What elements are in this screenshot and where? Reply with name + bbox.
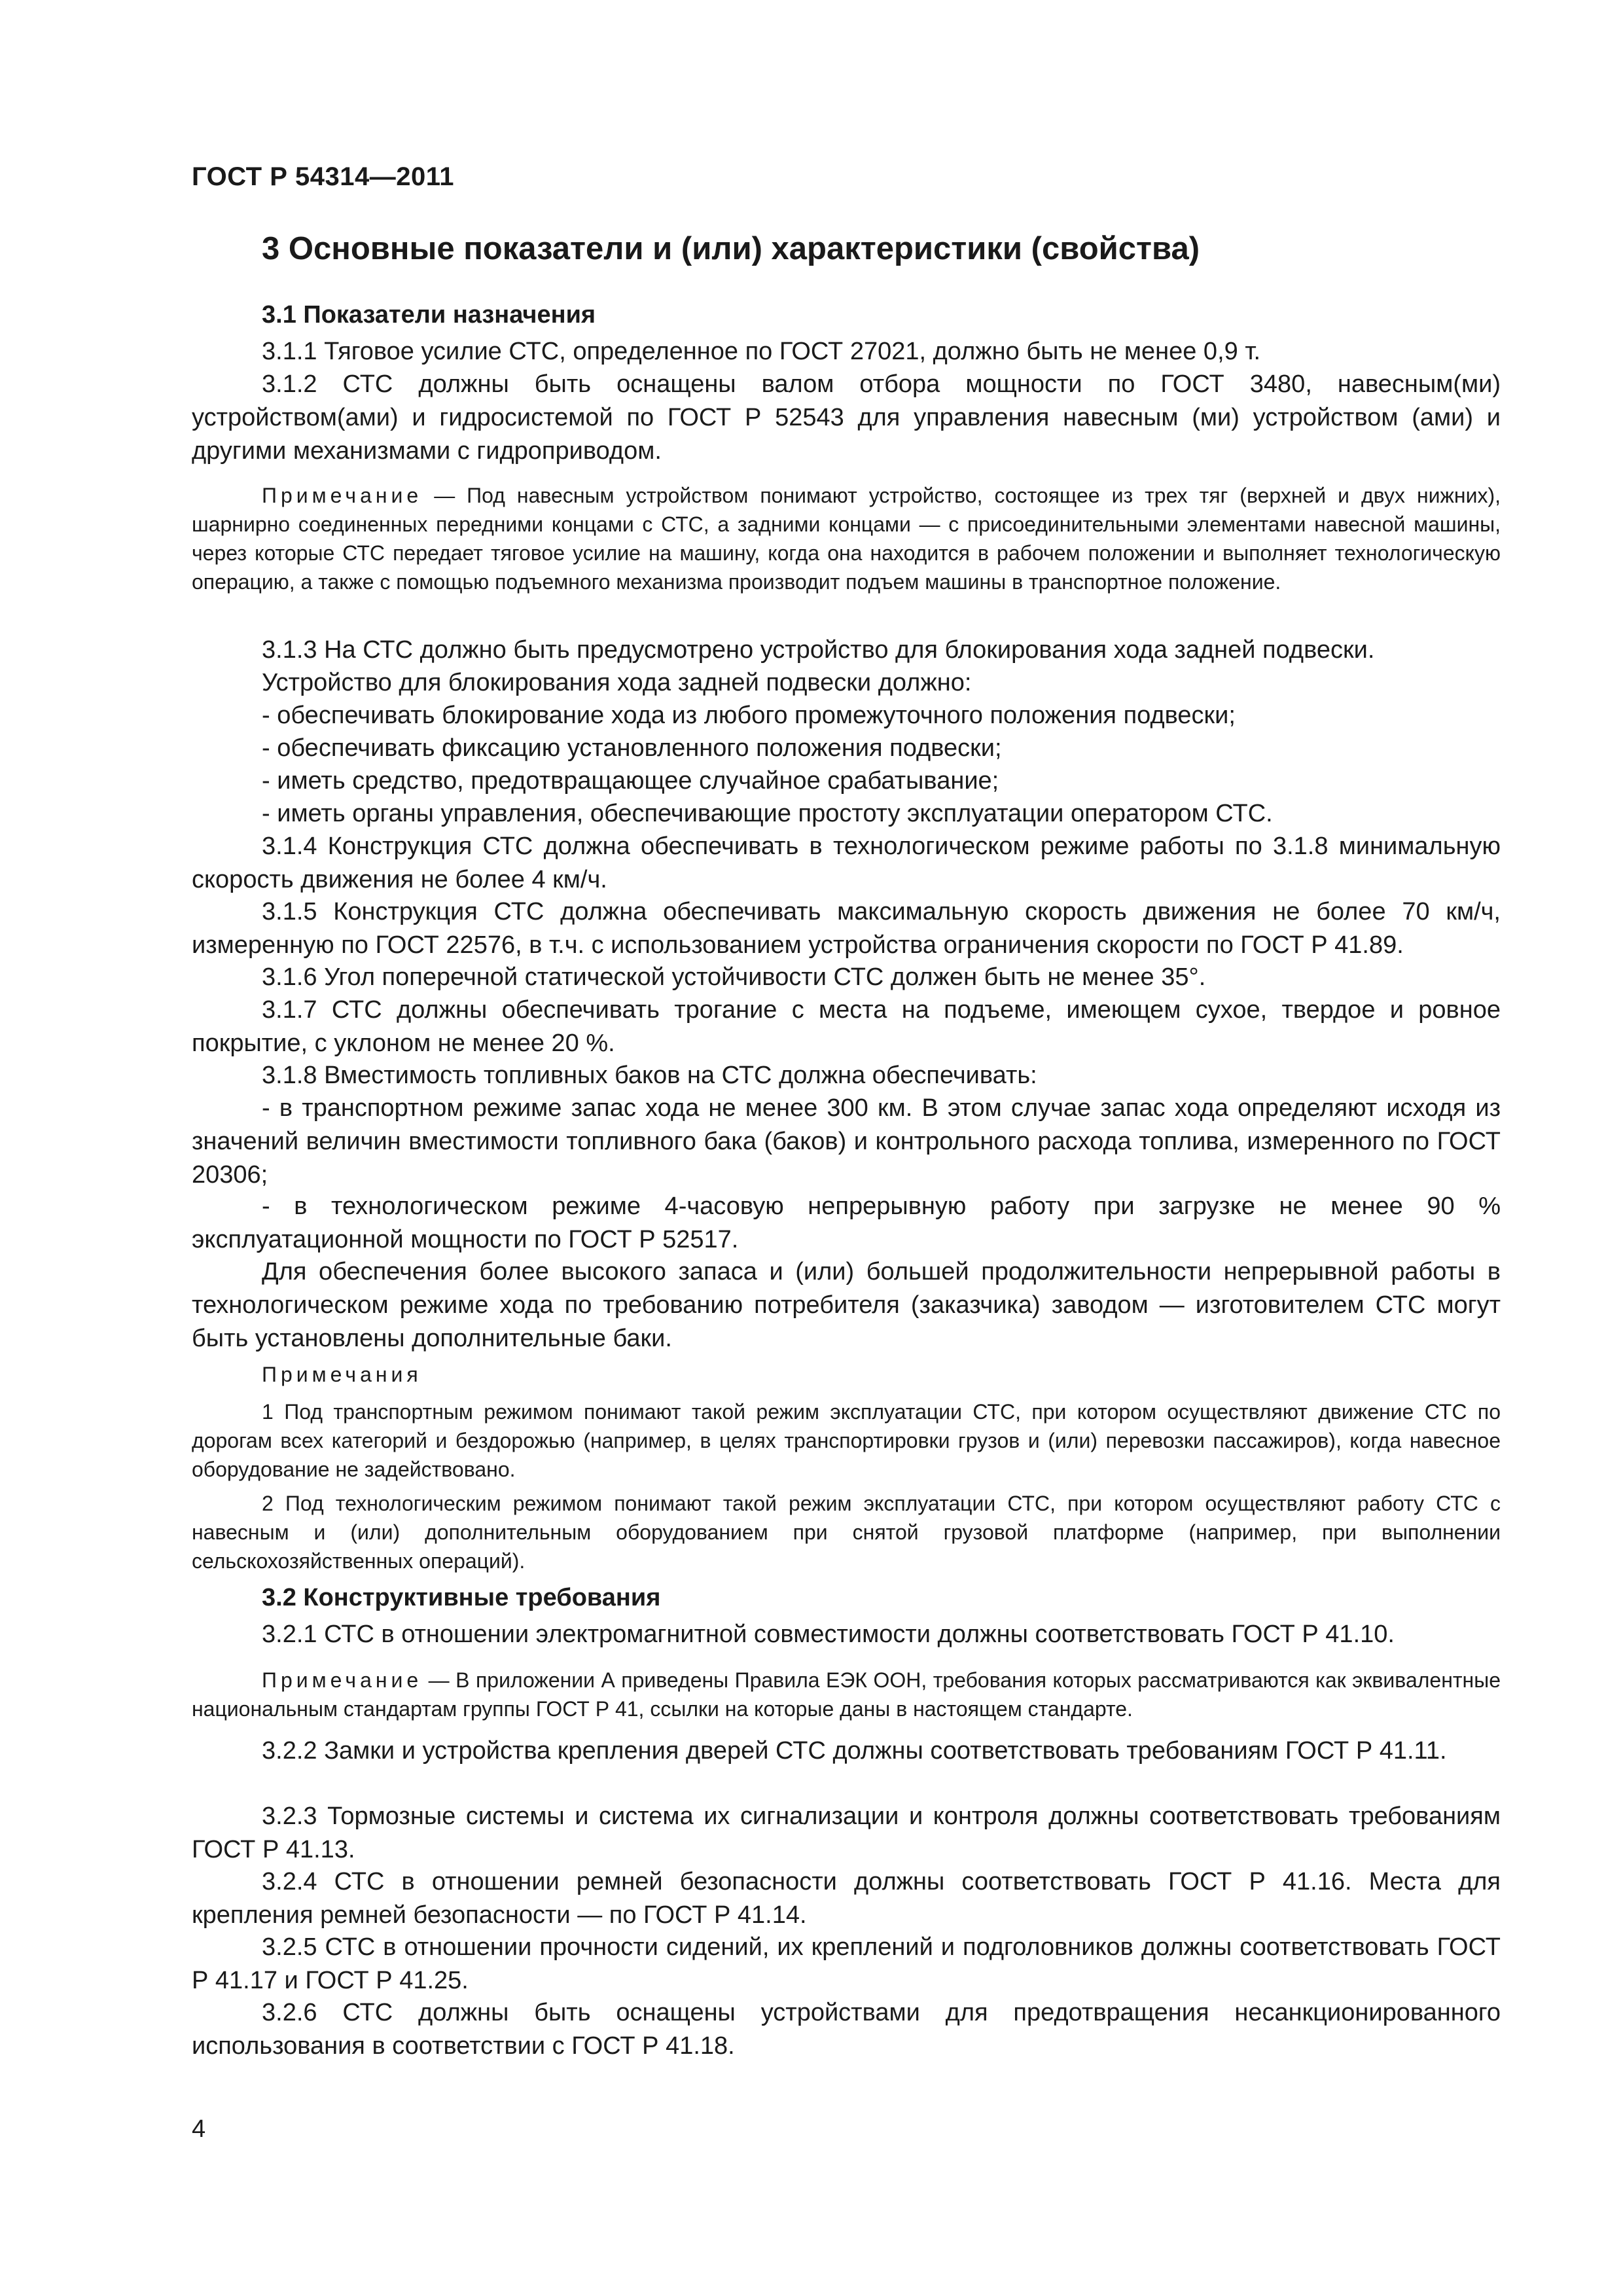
paragraph-3-1-2: 3.1.2 СТС должны быть оснащены валом отбора мощности по ГОСТ 3480, навесным(ми) устройством(ами) и гидросистемой по ГОСТ Р 52543 для управления навесным (ми) устройством (ами) и другими механизмами с гидроприводом.: [192, 370, 1501, 465]
list-item: - обеспечивать фиксацию установленного положения подвески;: [262, 734, 1002, 762]
paragraph-3-1-8-technological: - в технологическом режиме 4-часовую непрерывную работу при загрузке не менее 90 % эксплуатационной мощности по ГОСТ Р 52517.: [192, 1193, 1501, 1253]
paragraph-3-2-5: 3.2.5 СТС в отношении прочности сидений, их креплений и подголовников должны соответствовать ГОСТ Р 41.17 и ГОСТ Р 41.25.: [192, 1933, 1501, 1994]
note-text: — Под навесным устройством понимают устройство, состоящее из трех тяг (верхней и двух нижних), шарнирно соединенных передними концами с СТС, а задними концами — с присоединительными элементами навесной машины, через которые СТС передает тяговое усилие на машину, когда она находится в рабочем положении и выполняет технологическую операцию, а также с помощью подъемного механизма производит подъем машины в транспортное положение.: [192, 484, 1501, 594]
note-item: 2 Под технологическим режимом понимают такой режим эксплуатации СТС, при котором осуществляют работу СТС с навесным и (или) дополнительным оборудованием при снятой грузовой платформе (например, при выполнении сельскохозяйственных операций).: [192, 1492, 1501, 1573]
note-label: Примечание: [262, 1668, 423, 1692]
paragraph-3-1-8-additional: Для обеспечения более высокого запаса и (или) большей продолжительности непрерывной работы в технологическом режиме хода по требованию потребителя (заказчика) заводом — изготовителем СТС могут быть установлены дополнительные баки.: [192, 1258, 1501, 1352]
paragraph-3-1-1: 3.1.1 Тяговое усилие СТС, определенное по ГОСТ 27021, должно быть не менее 0,9 т.: [262, 338, 1261, 365]
list-item: - иметь органы управления, обеспечивающие простоту эксплуатации оператором СТС.: [262, 800, 1273, 827]
paragraph-3-1-3-intro: Устройство для блокирования хода задней подвески должно:: [262, 669, 972, 696]
page-number: 4: [192, 2115, 206, 2143]
document-header: ГОСТ Р 54314—2011: [192, 162, 454, 191]
note-3-2-1: [192, 1666, 1501, 1723]
section-title: 3 Основные показатели и (или) характеристики (свойства): [262, 231, 1200, 266]
notes-title: Примечания: [262, 1363, 422, 1386]
subsection-heading-3-1: 3.1 Показатели назначения: [262, 301, 596, 329]
paragraph-3-2-6: 3.2.6 СТС должны быть оснащены устройствами для предотвращения несанкционированного использования в соответствии с ГОСТ Р 41.18.: [192, 1999, 1501, 2060]
paragraph-3-2-2: 3.2.2 Замки и устройства крепления дверей СТС должны соответствовать требованиям ГОСТ Р 41.11.: [262, 1737, 1447, 1765]
list-item: - обеспечивать блокирование хода из любого промежуточного положения подвески;: [262, 702, 1236, 729]
note-label: Примечание: [262, 484, 423, 507]
note-item: 1 Под транспортным режимом понимают такой режим эксплуатации СТС, при котором осуществляют движение СТС по дорогам всех категорий и бездорожью (например, в целях транспортировки грузов и (или) перевозки пассажиров), когда навесное оборудование не задействовано.: [192, 1400, 1501, 1481]
paragraph-3-1-7: 3.1.7 СТС должны обеспечивать трогание с места на подъеме, имеющем сухое, твердое и ровное покрытие, с уклоном не менее 20 %.: [192, 996, 1501, 1057]
paragraph-3-1-6: 3.1.6 Угол поперечной статической устойчивости СТС должен быть не менее 35°.: [262, 963, 1206, 991]
paragraph-3-1-8: 3.1.8 Вместимость топливных баков на СТС должна обеспечивать:: [262, 1062, 1037, 1089]
paragraph-3-2-3: 3.2.3 Тормозные системы и система их сигнализации и контроля должны соответствовать требованиям ГОСТ Р 41.13.: [192, 1803, 1501, 1863]
paragraph-3-1-3: 3.1.3 На СТС должно быть предусмотрено устройство для блокирования хода задней подвески.: [262, 636, 1375, 664]
list-item: - иметь средство, предотвращающее случайное срабатывание;: [262, 767, 999, 795]
note-3-1-2: [192, 481, 1501, 596]
paragraph-3-2-4: 3.2.4 СТС в отношении ремней безопасности должны соответствовать ГОСТ Р 41.16. Места для крепления ремней безопасности — по ГОСТ Р 41.14.: [192, 1868, 1501, 1929]
paragraph-3-2-1: 3.2.1 СТС в отношении электромагнитной совместимости должны соответствовать ГОСТ Р 41.10.: [262, 1621, 1395, 1648]
note-text: — В приложении А приведены Правила ЕЭК ООН, требования которых рассматриваются как эквивалентные национальным стандартам группы ГОСТ Р 41, ссылки на которые даны в настоящем стандарте.: [192, 1668, 1501, 1721]
paragraph-3-1-4: 3.1.4 Конструкция СТС должна обеспечивать в технологическом режиме работы по 3.1.8 минимальную скорость движения не более 4 км/ч.: [192, 833, 1501, 893]
paragraph-3-1-5: 3.1.5 Конструкция СТС должна обеспечивать максимальную скорость движения не более 70 км/ч, измеренную по ГОСТ 22576, в т.ч. с использованием устройства ограничения скорости по ГОСТ Р 41.89.: [192, 898, 1501, 959]
subsection-heading-3-2: 3.2 Конструктивные требования: [262, 1584, 661, 1611]
paragraph-3-1-8-transport: - в транспортном режиме запас хода не менее 300 км. В этом случае запас хода определяют исходя из значений величин вместимости топливного бака (баков) и контрольного расхода топлива, измеренного по ГОСТ 20306;: [192, 1094, 1501, 1189]
